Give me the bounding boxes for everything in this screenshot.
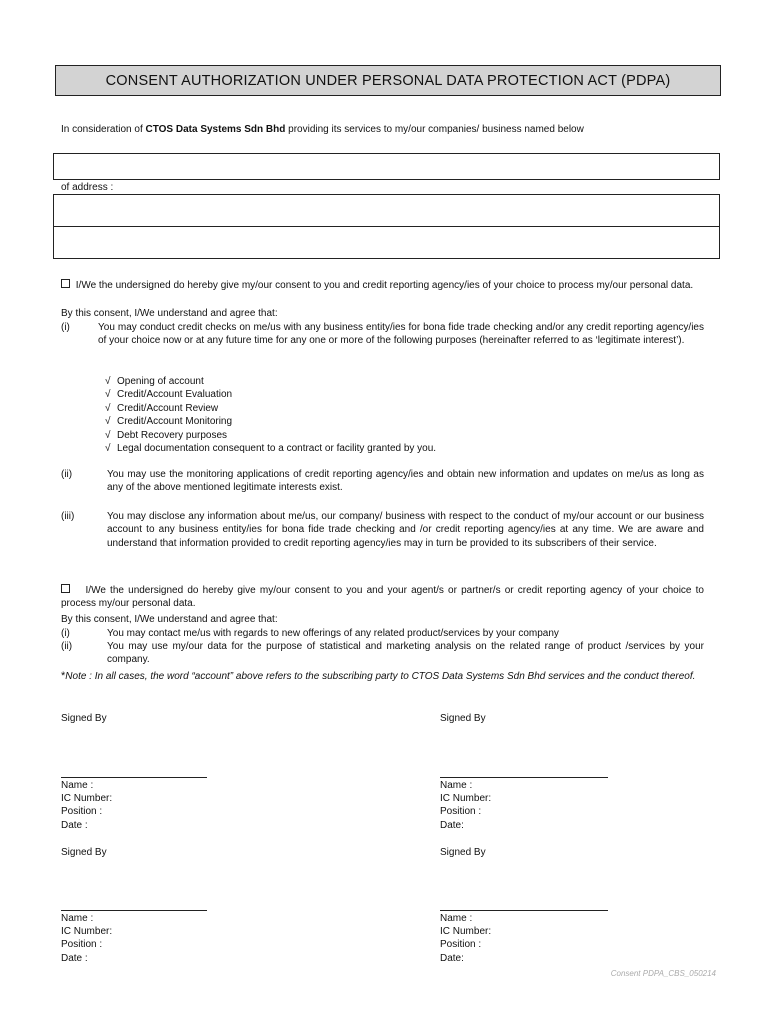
checkmark-icon: √ [105, 429, 111, 441]
section2-consent [61, 584, 704, 611]
signed-by-label: Signed By [440, 713, 486, 724]
intro-company: CTOS Data Systems Sdn Bhd [145, 124, 286, 135]
checkmark-icon: √ [105, 443, 111, 455]
checkmark-icon: √ [105, 389, 111, 401]
section1-item-1-num: (i) [61, 322, 70, 333]
signer-name-label: Name : [440, 780, 473, 791]
section1-item-2-num: (ii) [61, 469, 73, 480]
signer-ic-label: IC Number: [440, 793, 492, 804]
note-star: * [61, 670, 66, 682]
document-code: Consent PDPA_CBS_050214 [610, 969, 716, 978]
signature-line[interactable] [440, 910, 608, 911]
signer-position-label: Position : [440, 939, 482, 950]
signer-date-label: Date: [440, 953, 464, 964]
section1-consent-text: I/We the undersigned do hereby give my/our consent to you and credit reporting agency/ies of your choice to process my/our personal data. [75, 280, 694, 291]
account-note [61, 670, 704, 683]
signature-line[interactable] [61, 910, 207, 911]
signature-line[interactable] [61, 777, 207, 778]
note-text: Note : In all cases, the word “account” above refers to the subscribing party to CTOS Data Systems Sdn Bhd services and the conduct thereof. [65, 671, 696, 682]
form-title: CONSENT AUTHORIZATION UNDER PERSONAL DATA PROTECTION ACT (PDPA) [55, 65, 721, 96]
list-item: √ Debt Recovery purposes [105, 429, 228, 441]
business-name-field[interactable] [53, 153, 720, 180]
signer-date-label: Date: [440, 820, 464, 831]
section2-checkbox[interactable] [61, 584, 70, 593]
signed-by-label: Signed By [61, 847, 107, 858]
signer-date-label: Date : [61, 820, 88, 831]
purpose-list [105, 375, 436, 455]
checkmark-icon: √ [105, 402, 111, 414]
intro-suffix: providing its services to my/our companies/ business named below [285, 124, 584, 135]
section2-item-2-num: (ii) [61, 641, 73, 652]
address-field-line-2[interactable] [53, 226, 720, 259]
list-item: √ Credit/Account Monitoring [105, 416, 233, 428]
signer-position-label: Position : [61, 939, 103, 950]
section2-consent-text: I/We the undersigned do hereby give my/our consent to you and your agent/s or partner/s or credit reporting agency of your choice to process my/our personal data. [61, 585, 704, 610]
intro-text [61, 123, 584, 136]
list-item: √ Opening of account [105, 376, 204, 387]
checkmark-icon: √ [105, 416, 111, 428]
section2-item-1-num: (i) [61, 628, 70, 639]
section2-item-1-text: You may contact me/us with regards to new offerings of any related product/services by your company [107, 628, 559, 639]
signer-position-label: Position : [440, 806, 482, 817]
signed-by-label: Signed By [61, 713, 107, 724]
signed-by-label: Signed By [440, 847, 486, 858]
section1-item-3-text: You may disclose any information about me/us, our company/ business with respect to the conduct of my/our account or our business account to any business entity/ies for bona fide trade checking and /or credit reporting agency/ies at any time. We are aware and understand that information provided to credit reporting agency/ies may in turn be provided to its subscribers of their service. [107, 511, 704, 549]
signer-name-label: Name : [440, 913, 473, 924]
section2-item-2-text: You may use my/our data for the purpose of statistical and marketing analysis on the related range of product /services by your company. [107, 641, 704, 666]
signer-ic-label: IC Number: [61, 926, 113, 937]
checkmark-icon: √ [105, 376, 111, 387]
signer-date-label: Date : [61, 953, 88, 964]
section1-item-1-text: You may conduct credit checks on me/us with any business entity/ies for bona fide trade checking and/or any credit reporting agency/ies of your choice now or at any future time for any one or more of the following purposes (hereinafter referred to as ‘legitimate interest’). [98, 322, 704, 347]
address-field-line-1[interactable] [53, 194, 720, 227]
signer-ic-label: IC Number: [440, 926, 492, 937]
section1-item-3-num: (iii) [61, 511, 75, 522]
intro-prefix: In consideration of [61, 124, 146, 135]
signer-name-label: Name : [61, 780, 94, 791]
signer-ic-label: IC Number: [61, 793, 113, 804]
list-item: √ Credit/Account Review [105, 402, 219, 414]
list-item: √ Credit/Account Evaluation [105, 389, 233, 401]
section1-checkbox[interactable] [61, 279, 70, 288]
section1-item-2-text: You may use the monitoring applications of credit reporting agency/ies and obtain new information and updates on me/us as long as any of the above mentioned legitimate interests exist. [107, 469, 704, 494]
signer-name-label: Name : [61, 913, 94, 924]
section1-understand: By this consent, I/We understand and agree that: [61, 308, 278, 319]
list-item: √ Legal documentation consequent to a contract or facility granted by you. [105, 443, 437, 455]
section2-understand: By this consent, I/We understand and agree that: [61, 614, 278, 625]
signature-line[interactable] [440, 777, 608, 778]
signer-position-label: Position : [61, 806, 103, 817]
section1-consent [61, 279, 704, 292]
address-label: of address : [61, 182, 114, 193]
